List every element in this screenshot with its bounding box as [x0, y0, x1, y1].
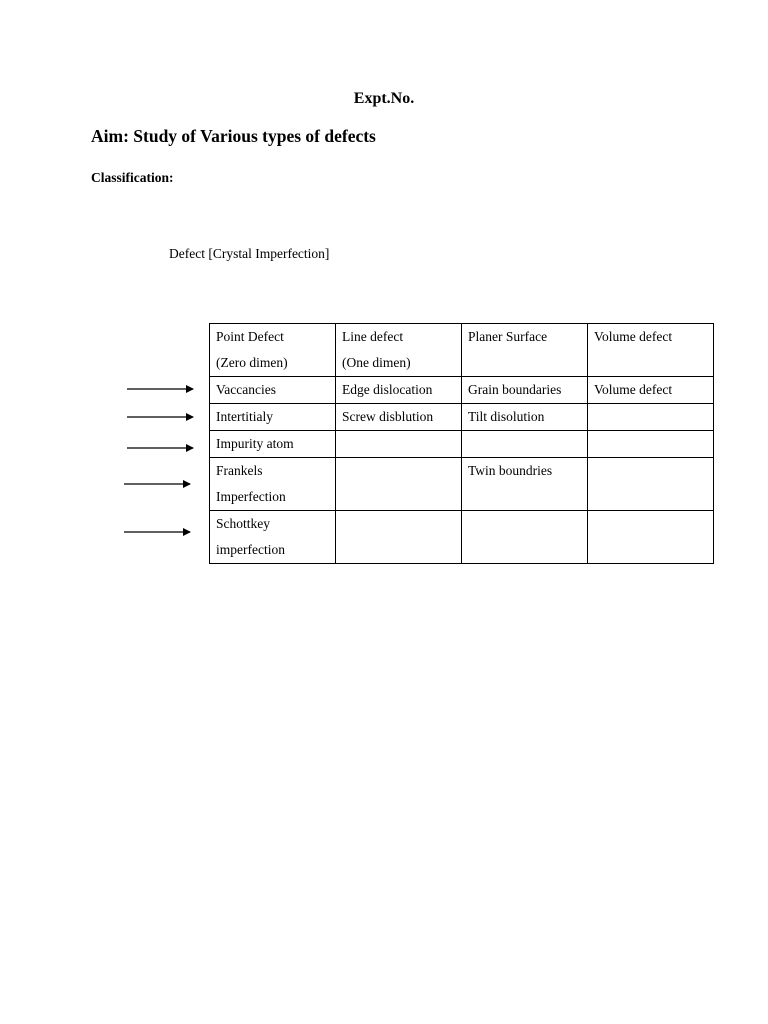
table-cell	[210, 377, 336, 404]
cell-text: (Zero dimen)	[216, 355, 288, 370]
cell-text: Volume defect	[594, 329, 673, 344]
table-cell	[588, 324, 714, 377]
table-row	[210, 458, 714, 511]
cell-text: Point Defect	[216, 329, 284, 344]
aim-heading: Aim: Study of Various types of defects	[91, 126, 376, 146]
table-cell	[462, 324, 588, 377]
cell-text: Screw disblution	[342, 409, 434, 424]
cell-text: Grain boundaries	[468, 382, 562, 397]
table-cell	[588, 458, 714, 511]
table-cell	[462, 404, 588, 431]
defect-title: Defect [Crystal Imperfection]	[169, 246, 330, 261]
table-cell	[462, 458, 588, 511]
cell-text: Line defect	[342, 329, 404, 344]
table-row	[210, 511, 714, 564]
cell-text: Edge dislocation	[342, 382, 433, 397]
cell-text: imperfection	[216, 542, 285, 557]
defects-table	[209, 323, 714, 564]
classification-label: Classification:	[91, 170, 174, 185]
table-cell	[336, 377, 462, 404]
cell-text: Tilt disolution	[468, 409, 545, 424]
table-cell	[588, 404, 714, 431]
table-row	[210, 431, 714, 458]
table-cell	[462, 377, 588, 404]
cell-text: Imperfection	[216, 489, 286, 504]
table-cell	[210, 431, 336, 458]
cell-text: Schottkey	[216, 516, 270, 531]
table-row	[210, 377, 714, 404]
cell-text: Intertitialy	[216, 409, 273, 424]
table-cell	[210, 324, 336, 377]
table-cell	[336, 458, 462, 511]
cell-text: Planer Surface	[468, 329, 548, 344]
cell-text: Impurity atom	[216, 436, 294, 451]
cell-text: Volume defect	[594, 382, 673, 397]
table-cell	[336, 431, 462, 458]
cell-text: Vaccancies	[216, 382, 276, 397]
table-cell	[210, 404, 336, 431]
table-cell	[462, 511, 588, 564]
table-cell	[588, 431, 714, 458]
table-cell	[462, 431, 588, 458]
table-cell	[210, 458, 336, 511]
table-row	[210, 404, 714, 431]
table-cell	[210, 511, 336, 564]
cell-text: Twin boundries	[468, 463, 553, 478]
cell-text: (One dimen)	[342, 355, 411, 370]
table-row	[210, 324, 714, 377]
table-cell	[588, 377, 714, 404]
table-cell	[336, 324, 462, 377]
table-cell	[588, 511, 714, 564]
expt-no-heading: Expt.No.	[353, 90, 415, 107]
table-cell	[336, 404, 462, 431]
cell-text: Frankels	[216, 463, 263, 478]
table-cell	[336, 511, 462, 564]
